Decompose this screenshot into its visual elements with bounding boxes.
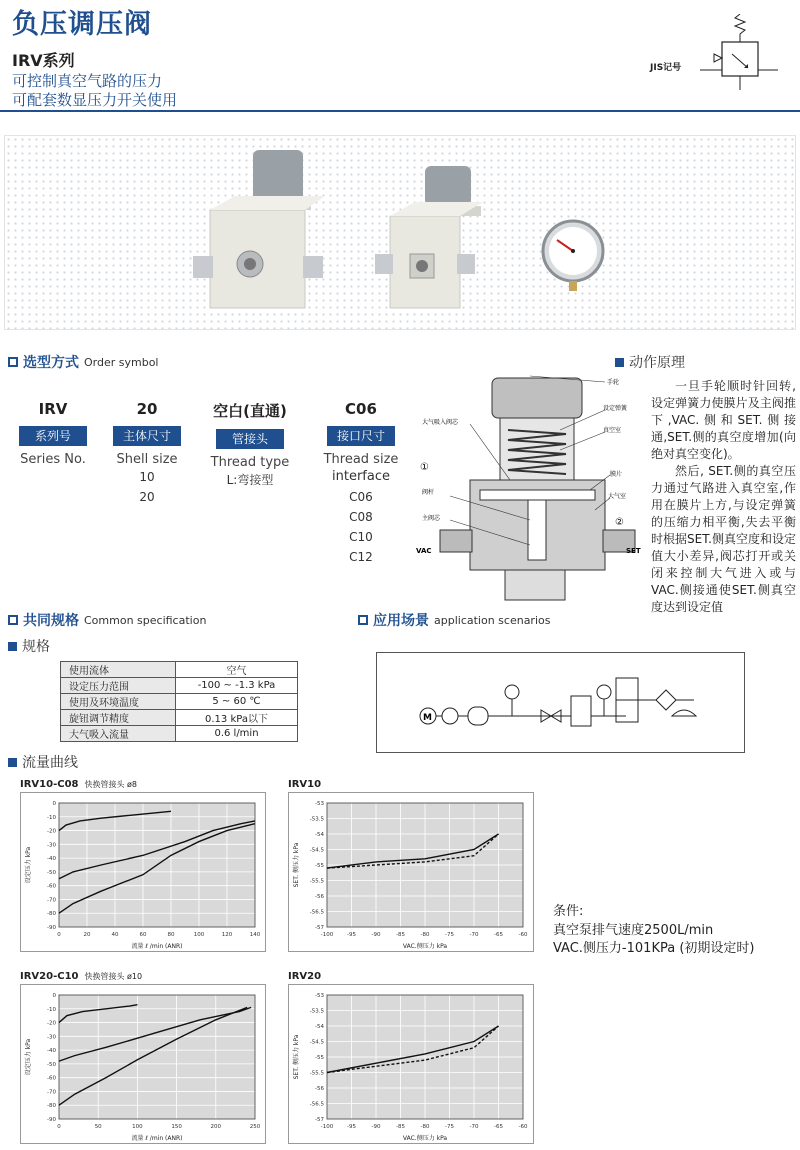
section-marker-icon <box>8 357 18 367</box>
y-tick-label: -55 <box>315 1055 324 1061</box>
y-tick-label: -56 <box>315 1086 324 1092</box>
chart-note: 快换管接头 ø8 <box>84 780 138 789</box>
section-marker-icon <box>8 615 18 625</box>
x-tick-label: -95 <box>347 932 356 938</box>
y-tick-label: -10 <box>47 814 56 821</box>
regulator-image-2 <box>375 166 483 308</box>
application-heading-text: 应用场景 <box>373 613 429 629</box>
chart-irv20 <box>288 984 534 1144</box>
size-en: Shell size <box>116 452 178 467</box>
chart-svg <box>289 985 535 1145</box>
label-stem: 阀杆 <box>422 489 435 496</box>
chart-title-text: IRV20 <box>288 971 322 982</box>
series-en: Series No. <box>20 452 86 467</box>
size-value: 10 <box>139 470 155 484</box>
flow-heading <box>8 752 78 772</box>
order-heading: 选型方式 <box>23 355 79 371</box>
y-tick-label: -53 <box>315 801 324 807</box>
series-name: IRV系列 <box>12 51 75 70</box>
spec-key: 旋钮调节精度 <box>61 710 176 726</box>
y-tick-label: -40 <box>47 856 56 863</box>
spec-table <box>60 661 298 742</box>
chart-svg <box>289 793 535 953</box>
y-tick-label: -10 <box>47 1006 56 1013</box>
x-axis-label: VAC.侧压力 kPa <box>402 1135 448 1142</box>
jis-label: JIS记号 <box>650 63 682 73</box>
y-tick-label: -53.5 <box>309 816 324 823</box>
x-tick-label: -65 <box>494 1124 503 1130</box>
label-circle-1: ① <box>420 462 429 473</box>
y-tick-label: -20 <box>47 1020 56 1027</box>
chart-note: 快换管接头 ø10 <box>84 972 143 981</box>
motor-label: M <box>423 713 432 723</box>
order-heading-en: Order symbol <box>84 355 159 369</box>
y-tick-label: -90 <box>47 1117 56 1123</box>
label-vac-chamber: 真空室 <box>603 427 622 434</box>
series-tag: 系列号 <box>19 426 87 446</box>
conditions-line-1: 真空泵排气速度2500L/min <box>553 923 714 938</box>
x-tick-label: -60 <box>518 1124 528 1130</box>
cross-section-diagram <box>410 370 642 610</box>
x-tick-label: -75 <box>445 1124 454 1130</box>
order-col-thread-type <box>200 400 300 490</box>
chart-title-text: IRV10 <box>288 779 322 790</box>
y-tick-label: -70 <box>47 1089 56 1096</box>
port-size-code: C06 <box>345 400 377 418</box>
x-tick-label: -75 <box>445 932 454 938</box>
x-tick-label: 40 <box>111 932 119 938</box>
thread-type-tag: 管接头 <box>216 429 284 449</box>
y-tick-label: -60 <box>47 883 56 890</box>
product-photo-area <box>4 135 796 330</box>
y-tick-label: -54 <box>315 1024 324 1030</box>
size-value: 20 <box>139 490 155 504</box>
y-tick-label: -80 <box>47 911 56 918</box>
label-circle-2: ② <box>615 517 624 528</box>
application-circuit-diagram <box>376 652 746 754</box>
spec-heading <box>8 636 50 656</box>
port-size-value: interface <box>332 469 390 484</box>
common-heading: 共同规格 <box>23 613 79 629</box>
y-tick-label: -54.5 <box>309 847 324 854</box>
y-tick-label: -56.5 <box>309 1101 324 1108</box>
label-handwheel: 手轮 <box>607 379 620 386</box>
y-tick-label: -40 <box>47 1048 56 1055</box>
chart-irv10-c08 <box>20 792 266 952</box>
x-tick-label: 200 <box>210 1124 222 1130</box>
x-tick-label: -80 <box>420 932 430 938</box>
y-tick-label: -50 <box>47 869 56 876</box>
y-tick-label: -30 <box>47 842 56 849</box>
port-size-value: C08 <box>349 510 373 524</box>
order-col-port-size <box>311 400 411 567</box>
y-tick-label: 0 <box>52 801 56 807</box>
x-tick-label: 50 <box>94 1124 102 1130</box>
y-axis-label: SET. 侧压力 kPa <box>293 842 300 888</box>
table-row <box>61 678 298 694</box>
port-size-value: C10 <box>349 530 373 544</box>
port-size-value: C12 <box>349 550 373 564</box>
x-tick-label: -60 <box>518 932 528 938</box>
x-tick-label: -70 <box>469 932 479 938</box>
x-tick-label: -90 <box>371 932 381 938</box>
x-tick-label: 80 <box>167 932 175 938</box>
plot-area <box>59 995 255 1119</box>
y-tick-label: -53 <box>315 993 324 999</box>
spec-value: 5 ~ 60 ℃ <box>176 694 298 710</box>
thread-type-value: L:弯接型 <box>226 473 274 487</box>
spec-value: 0.13 kPa以下 <box>176 710 298 726</box>
x-tick-label: -100 <box>320 932 334 938</box>
chart-title-text: IRV10-C08 <box>20 779 79 790</box>
order-col-size <box>97 400 197 507</box>
x-tick-label: -70 <box>469 1124 479 1130</box>
x-tick-label: 150 <box>171 1124 182 1130</box>
application-heading <box>358 610 550 630</box>
chart-title <box>20 779 137 790</box>
x-tick-label: 120 <box>221 932 233 938</box>
port-size-value: C06 <box>349 490 373 504</box>
thread-type-code: 空白(直通) <box>213 402 287 420</box>
x-tick-label: -85 <box>396 1124 405 1130</box>
y-axis-label: SET. 侧压力 kPa <box>293 1034 300 1080</box>
conditions-line-2: VAC.侧压力-101KPa (初期设定时) <box>553 941 755 956</box>
x-tick-label: -85 <box>396 932 405 938</box>
chart-irv20-c10 <box>20 984 266 1144</box>
label-atm-valve: 大气吸入阀芯 <box>422 419 459 426</box>
spec-heading-text: 规格 <box>22 639 50 655</box>
conditions-label: 条件: <box>553 904 584 919</box>
chart-irv10 <box>288 792 534 952</box>
table-row <box>61 710 298 726</box>
size-code: 20 <box>136 400 158 418</box>
x-tick-label: 0 <box>57 1124 61 1130</box>
y-tick-label: 0 <box>52 993 56 999</box>
series-code: IRV <box>38 400 68 418</box>
y-tick-label: -20 <box>47 828 56 835</box>
flow-heading-text: 流量曲线 <box>22 755 78 771</box>
y-tick-label: -55.5 <box>309 878 324 885</box>
x-axis-label: 流量 ℓ /min (ANR) <box>131 943 183 950</box>
spec-key: 大气吸入流量 <box>61 726 176 742</box>
label-diaphragm: 膜片 <box>610 471 623 478</box>
y-tick-label: -56 <box>315 894 324 900</box>
order-section-heading <box>8 352 158 372</box>
chart-title-text: IRV20-C10 <box>20 971 79 982</box>
x-tick-label: 250 <box>249 1124 261 1130</box>
application-heading-en: application scenarios <box>434 613 551 627</box>
spec-value: 0.6 l/min <box>176 726 298 742</box>
y-tick-label: -57 <box>315 1117 324 1123</box>
section-marker-icon <box>358 615 368 625</box>
x-tick-label: 100 <box>193 932 205 938</box>
principle-heading <box>615 352 685 372</box>
x-tick-label: 20 <box>83 932 91 938</box>
y-tick-label: -54 <box>315 832 324 838</box>
y-tick-label: -55.5 <box>309 1070 324 1077</box>
label-spring: 设定弹簧 <box>603 405 628 412</box>
y-tick-label: -90 <box>47 925 56 931</box>
order-col-series <box>3 400 103 467</box>
thread-type-en: Thread type <box>210 455 290 470</box>
x-tick-label: 140 <box>249 932 261 938</box>
y-tick-label: -56.5 <box>309 909 324 916</box>
common-spec-heading <box>8 610 206 630</box>
label-main-valve: 主阀芯 <box>422 515 441 522</box>
table-row <box>61 694 298 710</box>
spec-key: 设定压力范围 <box>61 678 176 694</box>
label-vac: VAC <box>416 547 432 555</box>
subtitle-2: 可配套数显压力开关使用 <box>12 91 178 109</box>
label-atm-chamber: 大气室 <box>608 493 627 500</box>
table-row <box>61 726 298 742</box>
x-tick-label: -65 <box>494 932 503 938</box>
header-divider <box>0 110 800 112</box>
x-tick-label: -90 <box>371 1124 381 1130</box>
spec-value: 空气 <box>176 662 298 678</box>
x-axis-label: 流量 ℓ /min (ANR) <box>131 1135 183 1142</box>
chart-svg <box>21 793 267 953</box>
port-size-tag: 接口尺寸 <box>327 426 395 446</box>
label-set: SET <box>626 547 641 555</box>
table-row <box>61 662 298 678</box>
pressure-gauge-image <box>543 221 603 291</box>
y-tick-label: -55 <box>315 863 324 869</box>
spec-key: 使用及环境温度 <box>61 694 176 710</box>
section-marker-icon <box>8 758 17 767</box>
y-tick-label: -54.5 <box>309 1039 324 1046</box>
y-tick-label: -70 <box>47 897 56 904</box>
y-tick-label: -30 <box>47 1034 56 1041</box>
y-tick-label: -57 <box>315 925 324 931</box>
y-tick-label: -53.5 <box>309 1008 324 1015</box>
x-tick-label: 60 <box>139 932 147 938</box>
spec-key: 使用流体 <box>61 662 176 678</box>
chart-svg <box>21 985 267 1145</box>
spec-value: -100 ~ -1.3 kPa <box>176 678 298 694</box>
y-tick-label: -50 <box>47 1061 56 1068</box>
x-tick-label: 100 <box>132 1124 143 1130</box>
product-photos <box>5 136 797 331</box>
x-tick-label: -80 <box>420 1124 430 1130</box>
subtitle-1: 可控制真空气路的压力 <box>12 72 163 90</box>
chart-title <box>20 971 142 982</box>
page-title: 负压调压阀 <box>12 9 152 40</box>
y-tick-label: -60 <box>47 1075 56 1082</box>
chart-title <box>288 971 321 982</box>
x-axis-label: VAC.侧压力 kPa <box>402 943 448 950</box>
jis-symbol <box>700 14 780 100</box>
y-axis-label: 设定压力 kPa <box>25 1038 32 1076</box>
x-tick-label: -95 <box>347 1124 356 1130</box>
size-tag: 主体尺寸 <box>113 426 181 446</box>
chart-title <box>288 779 321 790</box>
x-tick-label: -100 <box>320 1124 334 1130</box>
common-heading-en: Common specification <box>84 613 207 627</box>
y-axis-label: 设定压力 kPa <box>25 846 32 884</box>
y-tick-label: -80 <box>47 1103 56 1110</box>
principle-heading-text: 动作原理 <box>629 355 685 371</box>
section-marker-icon <box>615 358 624 367</box>
x-tick-label: 0 <box>57 932 61 938</box>
principle-text-2: 然后, SET.侧的真空压力通过气路进入真空室,作用在膜片上方,与设定弹簧的压缩力相平衡,失去平衡时根据SET.侧真空度和设定值大小差异,阀芯打开或关闭来控制大气进入或与VAC.侧接通使SET.侧真空度达到设定值 <box>651 464 796 614</box>
port-size-en: Thread size <box>323 452 399 467</box>
regulator-image-1 <box>193 150 325 308</box>
principle-text-1: 一旦手轮顺时针回转,设定弹簧力使膜片及主阀推下,VAC.侧和SET.侧接通,SET.侧的真空度增加(向绝对真空变化)。 <box>651 379 796 461</box>
section-marker-icon <box>8 642 17 651</box>
